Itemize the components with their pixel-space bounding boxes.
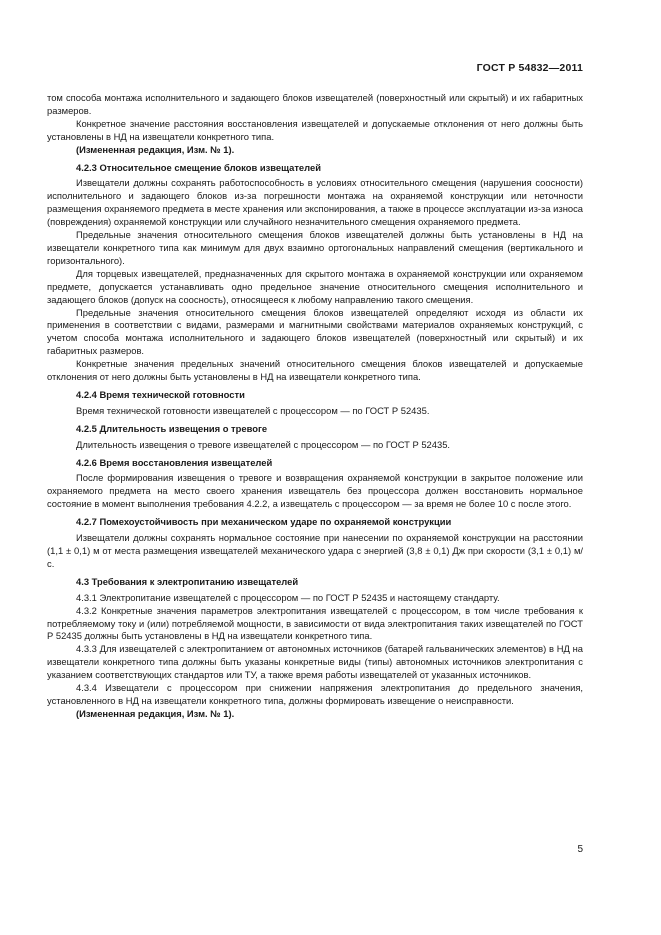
section-heading-4-2-6: 4.2.6 Время восстановления извещателей [76,456,273,468]
paragraph: Предельные значения относительного смещения блоков извещателей должны быть установлены в НД на извещатели конкретного типа как минимум для двух взаимно ортогональных направлений смещения (вертикального и горизонтального). [47,229,583,266]
paragraph: Конкретные значения предельных значений относительного смещения блоков извещателей и допускаемые отклонения от него должны быть установлены в НД на извещатели конкретного типа. [47,358,583,383]
section-heading-4-2-4: 4.2.4 Время технической готовности [76,388,245,400]
paragraph-continuation: том способа монтажа исполнительного и задающего блоков извещателей (поверхностный или скрытый) и их габаритных размеров. [47,92,583,116]
paragraph: Извещатели должны сохранять работоспособность в условиях относительного смещения (нарушения соосности) исполнительного и задающего блоков из-за погрешности монтажа на охраняемой конструкции или неточности размещения охраняемого предмета в месте хранения или экспонирования, а также в процессе эксплуатации из-за износа (повреждения) охраняемой конструкции или случайного незначительного смещения охраняемого предмета. [47,177,583,228]
paragraph: Длительность извещения о тревоге извещателей с процессором — по ГОСТ Р 52435. [76,438,451,450]
paragraph: Для торцевых извещателей, предназначенных для скрытого монтажа в охраняемой конструкции или охраняемом предмете, допускается устанавливать одно предельное значение относительного смещения исполнительного и задающего блоков (допуск на соосность), относящееся к любому направлению такого смещения. [47,267,583,305]
paragraph: Извещатели должны сохранять нормальное состояние при нанесении по охраняемой конструкции на расстоянии (1,1 ± 0,1) м от места размещения извещателей механического удара с энергией (3,8 ± 0,1) Дж при скорости (3,1 ± 0,1) м/с. [47,532,583,569]
paragraph: После формирования извещения о тревоге и возвращения охраняемой конструкции в закрытое положение или охраняемого предмета на место своего хранения извещатель без процессора должен восстановить нормальное состояние в момент выполнения требования 4.2.2, а извещатель с процессором — за время не более 10 с после этого. [47,472,583,510]
paragraph: Предельные значения относительного смещения блоков извещателей определяют исходя из области их применения в соответствии с видами, размерами и магнитными свойствами материалов охраняемых конструкций, с учетом способа монтажа исполнительного и задающего блоков извещателей (поверхностный или скрытый) и их габаритных размеров. [47,306,583,357]
document-body [47,92,583,721]
clause-4-3-3: 4.3.3 Для извещателей с электропитанием от автономных источников (батарей гальванических элементов) в НД на извещатели конкретного типа должны быть указаны конкретные виды (типы) автономных источников электропитания с указанием соответствующих стандартов или ТУ, а также время работы извещателей от указанных источников. [47,643,583,681]
clause-4-3-2: 4.3.2 Конкретные значения параметров электропитания извещателей с процессором, в том числе требования к потребляемому току и (или) потребляемой мощности, в зависимости от вида электропитания таких извещателей по ГОСТ Р 52435 должны быть установлены в НД на извещатели конкретного типа. [47,604,583,642]
section-heading-4-2-3: 4.2.3 Относительное смещение блоков извещателей [76,161,321,173]
clause-4-3-4: 4.3.4 Извещатели с процессором при снижении напряжения электропитания до предельного значения, установленного в НД на извещатели конкретного типа, должны формировать извещение о неисправности. [47,682,583,706]
amendment-note: (Измененная редакция, Изм. № 1). [76,143,235,155]
standard-designation: ГОСТ Р 54832—2011 [476,62,583,74]
amendment-note: (Измененная редакция, Изм. № 1). [76,707,235,719]
section-heading-4-2-5: 4.2.5 Длительность извещения о тревоге [76,422,268,434]
paragraph: Время технической готовности извещателей с процессором — по ГОСТ Р 52435. [76,404,430,416]
page-number: 5 [577,844,583,855]
section-heading-4-3: 4.3 Требования к электропитанию извещателей [76,575,299,587]
clause-4-3-1: 4.3.1 Электропитание извещателей с процессором — по ГОСТ Р 52435 и настоящему стандарту. [76,591,500,603]
section-heading-4-2-7: 4.2.7 Помехоустойчивость при механическом ударе по охраняемой конструкции [76,516,452,528]
paragraph-restoration-distance: Конкретное значение расстояния восстановления извещателей и допускаемые отклонения от него должны быть установлены в НД на извещатели конкретного типа. [47,117,583,142]
